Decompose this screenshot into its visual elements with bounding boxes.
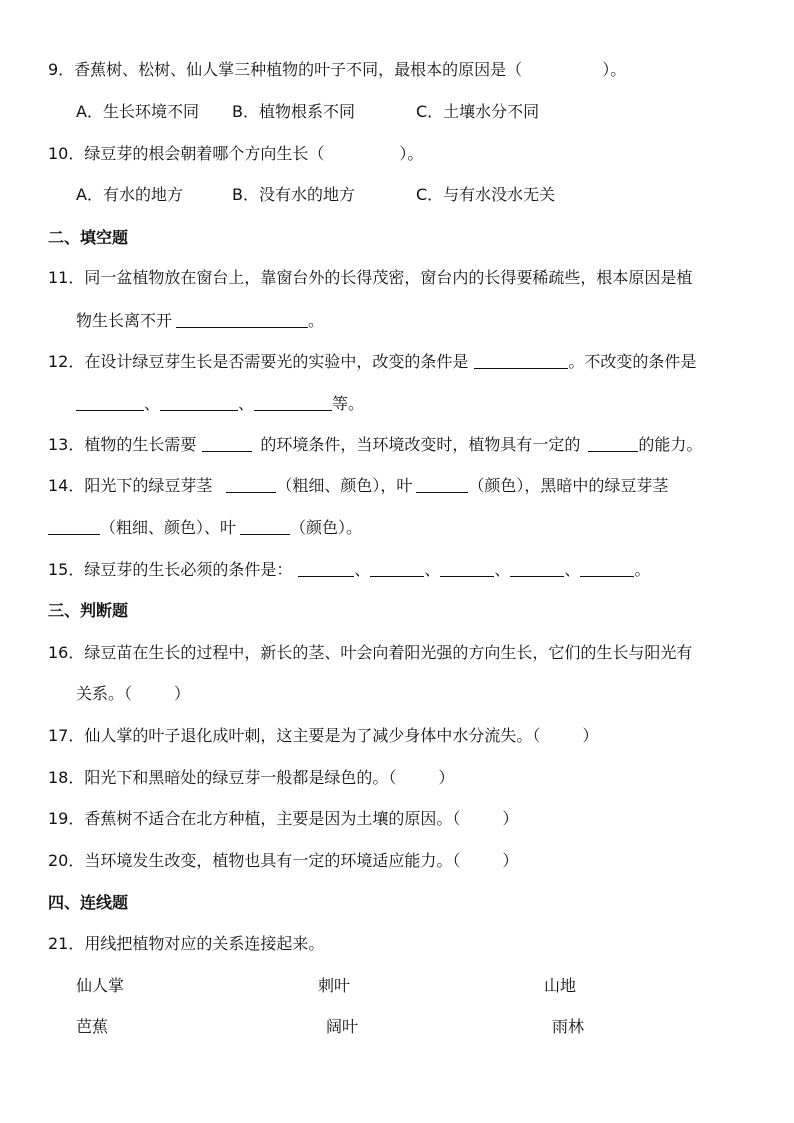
question-11-text: 物生长离不开	[76, 311, 173, 330]
question-19-text: 19．香蕉树不适合在北方种植，主要是因为土壤的原因。（	[48, 809, 461, 828]
question-12-line-1	[48, 351, 696, 373]
question-11-end: 。	[308, 311, 325, 330]
question-9-end: ）。	[602, 60, 627, 79]
separator: 、	[354, 560, 371, 579]
question-13-end: 的能力。	[638, 435, 703, 454]
blank-field[interactable]	[580, 560, 634, 577]
question-15-text: 15．绿豆芽的生长必须的条件是：	[48, 560, 293, 579]
question-14-text-4: （粗细、颜色）、叶	[100, 518, 237, 537]
blank-field[interactable]	[440, 560, 494, 577]
question-14-line-2	[48, 517, 362, 539]
question-15-end: 。	[634, 560, 651, 579]
question-18-text: 18．阳光下和黑暗处的绿豆芽一般都是绿色的。（	[48, 768, 397, 787]
question-13-text-2: 的环境条件，当环境改变时，植物具有一定的	[260, 435, 581, 454]
separator: 、	[494, 560, 511, 579]
blank-field[interactable]	[370, 560, 424, 577]
question-21-stem: 21．用线把植物对应的关系连接起来。	[48, 934, 325, 953]
blank-field[interactable]	[202, 435, 252, 452]
question-18-end: ）	[438, 768, 455, 787]
separator: 、	[238, 394, 255, 413]
question-13-text: 13．植物的生长需要	[48, 435, 197, 454]
question-9-option-b[interactable]: B．植物根系不同	[232, 102, 355, 121]
question-14-text: 14．阳光下的绿豆芽茎	[48, 476, 213, 495]
matching-leaf-item[interactable]: 阔叶	[326, 1017, 359, 1036]
section-heading-true-false: 三、判断题	[48, 601, 129, 620]
question-20	[48, 850, 518, 872]
question-17	[48, 725, 598, 747]
question-16-line-1: 16．绿豆苗在生长的过程中，新长的茎、叶会向着阳光强的方向生长，它们的生长与阳光有	[48, 643, 693, 662]
question-9-stem: 9．香蕉树、松树、仙人掌三种植物的叶子不同，最根本的原因是（	[48, 60, 523, 79]
matching-plant-item[interactable]: 芭蕉	[76, 1017, 109, 1036]
question-10-end: ）。	[399, 144, 424, 163]
question-10	[48, 143, 423, 165]
blank-field[interactable]	[48, 518, 100, 535]
blank-field[interactable]	[226, 476, 276, 493]
blank-field[interactable]	[474, 352, 568, 369]
question-14-line-1	[48, 475, 668, 497]
question-9-option-a[interactable]: A．生长环境不同	[76, 102, 199, 121]
blank-field[interactable]	[588, 435, 638, 452]
question-12-text-2: 。不改变的条件是	[568, 352, 697, 371]
question-9	[48, 59, 626, 81]
section-heading-matching: 四、连线题	[48, 893, 129, 912]
question-19-end: ）	[502, 809, 519, 828]
blank-field[interactable]	[298, 560, 354, 577]
question-14-text-3: （颜色），黑暗中的绿豆芽茎	[468, 476, 669, 495]
question-10-option-c[interactable]: C．与有水没水无关	[416, 185, 556, 204]
question-13	[48, 434, 702, 456]
blank-field[interactable]	[240, 518, 290, 535]
question-14-end: （颜色）。	[290, 518, 363, 537]
question-12-end: 等。	[332, 394, 365, 413]
question-20-end: ）	[502, 851, 519, 870]
question-16-line-2	[76, 683, 190, 705]
matching-plant-item[interactable]: 仙人掌	[76, 976, 125, 995]
blank-field[interactable]	[160, 394, 238, 411]
question-10-stem: 10．绿豆芽的根会朝着哪个方向生长（	[48, 144, 325, 163]
question-20-text: 20．当环境发生改变，植物也具有一定的环境适应能力。（	[48, 851, 461, 870]
matching-habitat-item[interactable]: 山地	[544, 976, 577, 995]
question-12-line-2	[76, 393, 364, 415]
question-11-line-2	[76, 310, 324, 332]
question-9-option-c[interactable]: C．土壤水分不同	[416, 102, 540, 121]
question-17-text: 17．仙人掌的叶子退化成叶刺，这主要是为了减少身体中水分流失。（	[48, 726, 541, 745]
separator: 、	[564, 560, 581, 579]
blank-field[interactable]	[176, 311, 308, 328]
question-16-text: 关系。（	[76, 684, 133, 703]
question-11-line-1: 11．同一盆植物放在窗台上，靠窗台外的长得茂密，窗台内的长得要稀疏些，根本原因是植	[48, 268, 693, 287]
blank-field[interactable]	[416, 476, 468, 493]
question-18	[48, 767, 454, 789]
question-16-end: ）	[174, 684, 191, 703]
question-17-end: ）	[582, 726, 599, 745]
blank-field[interactable]	[76, 394, 144, 411]
question-12-text: 12．在设计绿豆芽生长是否需要光的实验中，改变的条件是	[48, 352, 469, 371]
blank-field[interactable]	[254, 394, 332, 411]
question-15	[48, 559, 650, 581]
matching-habitat-item[interactable]: 雨林	[552, 1017, 585, 1036]
matching-leaf-item[interactable]: 刺叶	[318, 976, 351, 995]
question-19	[48, 808, 518, 830]
question-14-text-2: （粗细、颜色），叶	[276, 476, 413, 495]
separator: 、	[424, 560, 441, 579]
blank-field[interactable]	[510, 560, 564, 577]
question-10-option-b[interactable]: B．没有水的地方	[232, 185, 355, 204]
separator: 、	[144, 394, 161, 413]
question-10-option-a[interactable]: A．有水的地方	[76, 185, 183, 204]
section-heading-fill-in: 二、填空题	[48, 228, 129, 247]
